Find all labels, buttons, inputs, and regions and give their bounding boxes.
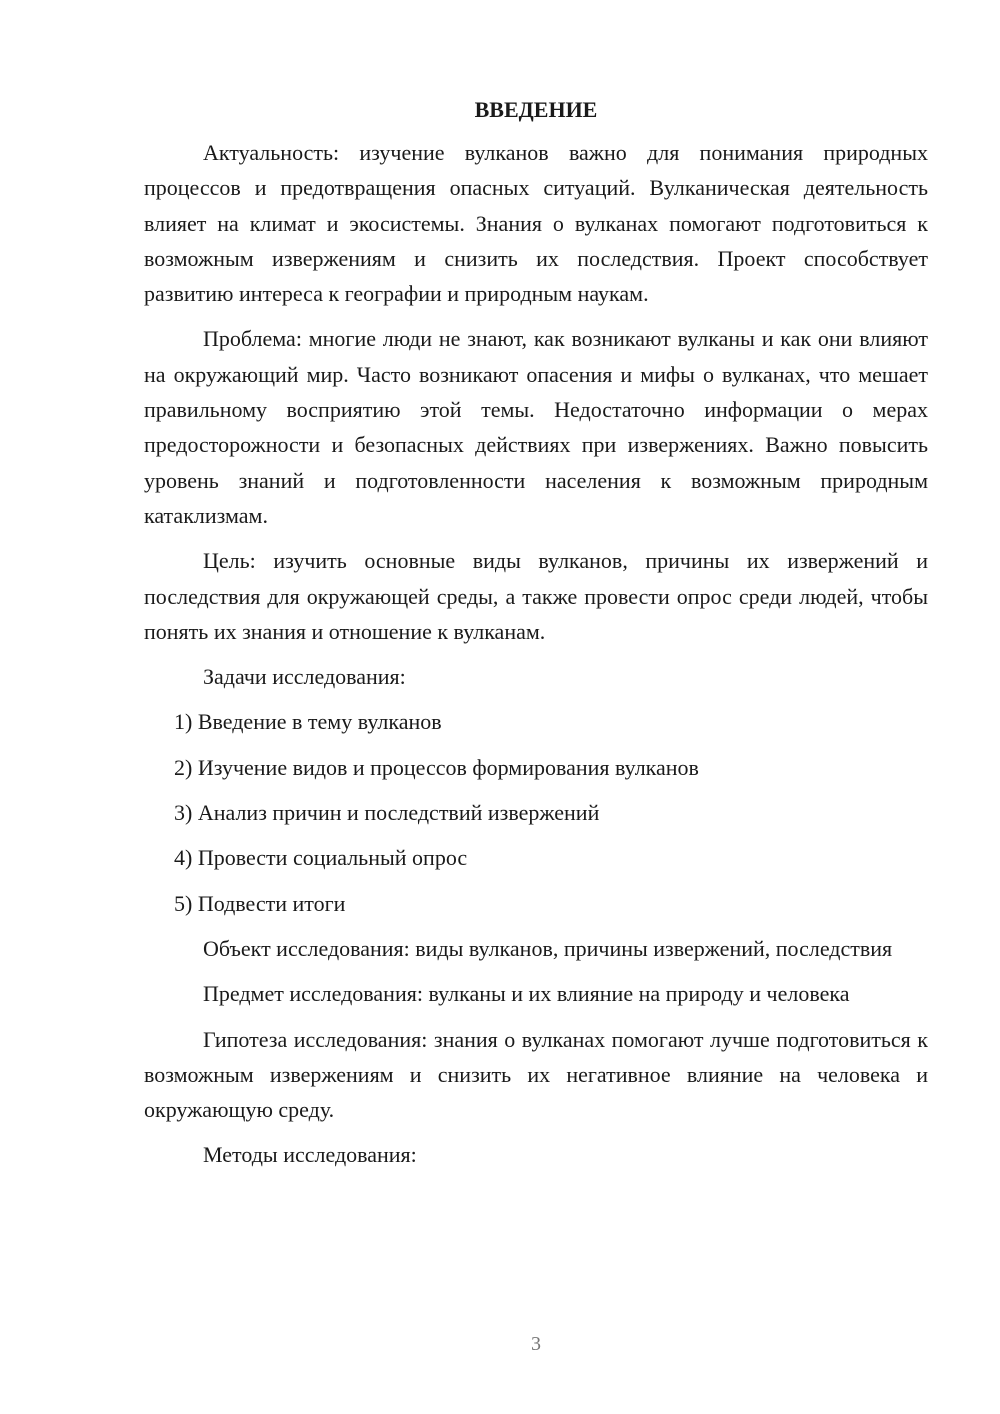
task-item: 4) Провести социальный опрос	[174, 845, 468, 871]
tasks-list	[144, 704, 928, 920]
section-title: ВВЕДЕНИЕ	[474, 97, 598, 122]
subject-paragraph: Предмет исследования: вулканы и их влияние на природу и человека	[203, 981, 850, 1007]
goal-paragraph: Цель: изучить основные виды вулканов, причины их извержений и последствия для окружающей среды, а также провести опрос среди людей, чтобы понять их знания и отношение к вулканам.	[144, 548, 928, 644]
tasks-heading: Задачи исследования:	[203, 664, 406, 690]
page-number: 3	[531, 1333, 541, 1355]
relevance-paragraph: Актуальность: изучение вулканов важно для понимания природных процессов и предотвращения опасных ситуаций. Вулканическая деятельность влияет на климат и экосистемы. Знания о вулканах помогают подготовиться к возможным извержениям и снизить их последствия. Проект способствует развитию интереса к географии и природным наукам.	[144, 140, 928, 307]
task-item: 3) Анализ причин и последствий извержений	[174, 800, 600, 826]
hypothesis-paragraph: Гипотеза исследования: знания о вулканах помогают лучше подготовиться к возможным извержениям и снизить их негативное влияние на человека и окружающую среду.	[144, 1026, 928, 1123]
task-item: 2) Изучение видов и процессов формирования вулканов	[174, 754, 699, 780]
object-paragraph: Объект исследования: виды вулканов, причины извержений, последствия	[203, 935, 893, 961]
task-item: 1) Введение в тему вулканов	[174, 709, 442, 735]
task-item: 5) Подвести итоги	[174, 890, 346, 916]
document-page	[144, 92, 928, 1183]
problem-paragraph: Проблема: многие люди не знают, как возникают вулканы и как они влияют на окружающий мир. Часто возникают опасения и мифы о вулканах, что мешает правильному восприятию этой темы. Недостаточно информации о мерах предосторожности и безопасных действиях при извержениях. Важно повысить уровень знаний и подготовленности населения к возможным природным катаклизмам.	[144, 326, 928, 528]
methods-heading: Методы исследования:	[203, 1142, 417, 1168]
